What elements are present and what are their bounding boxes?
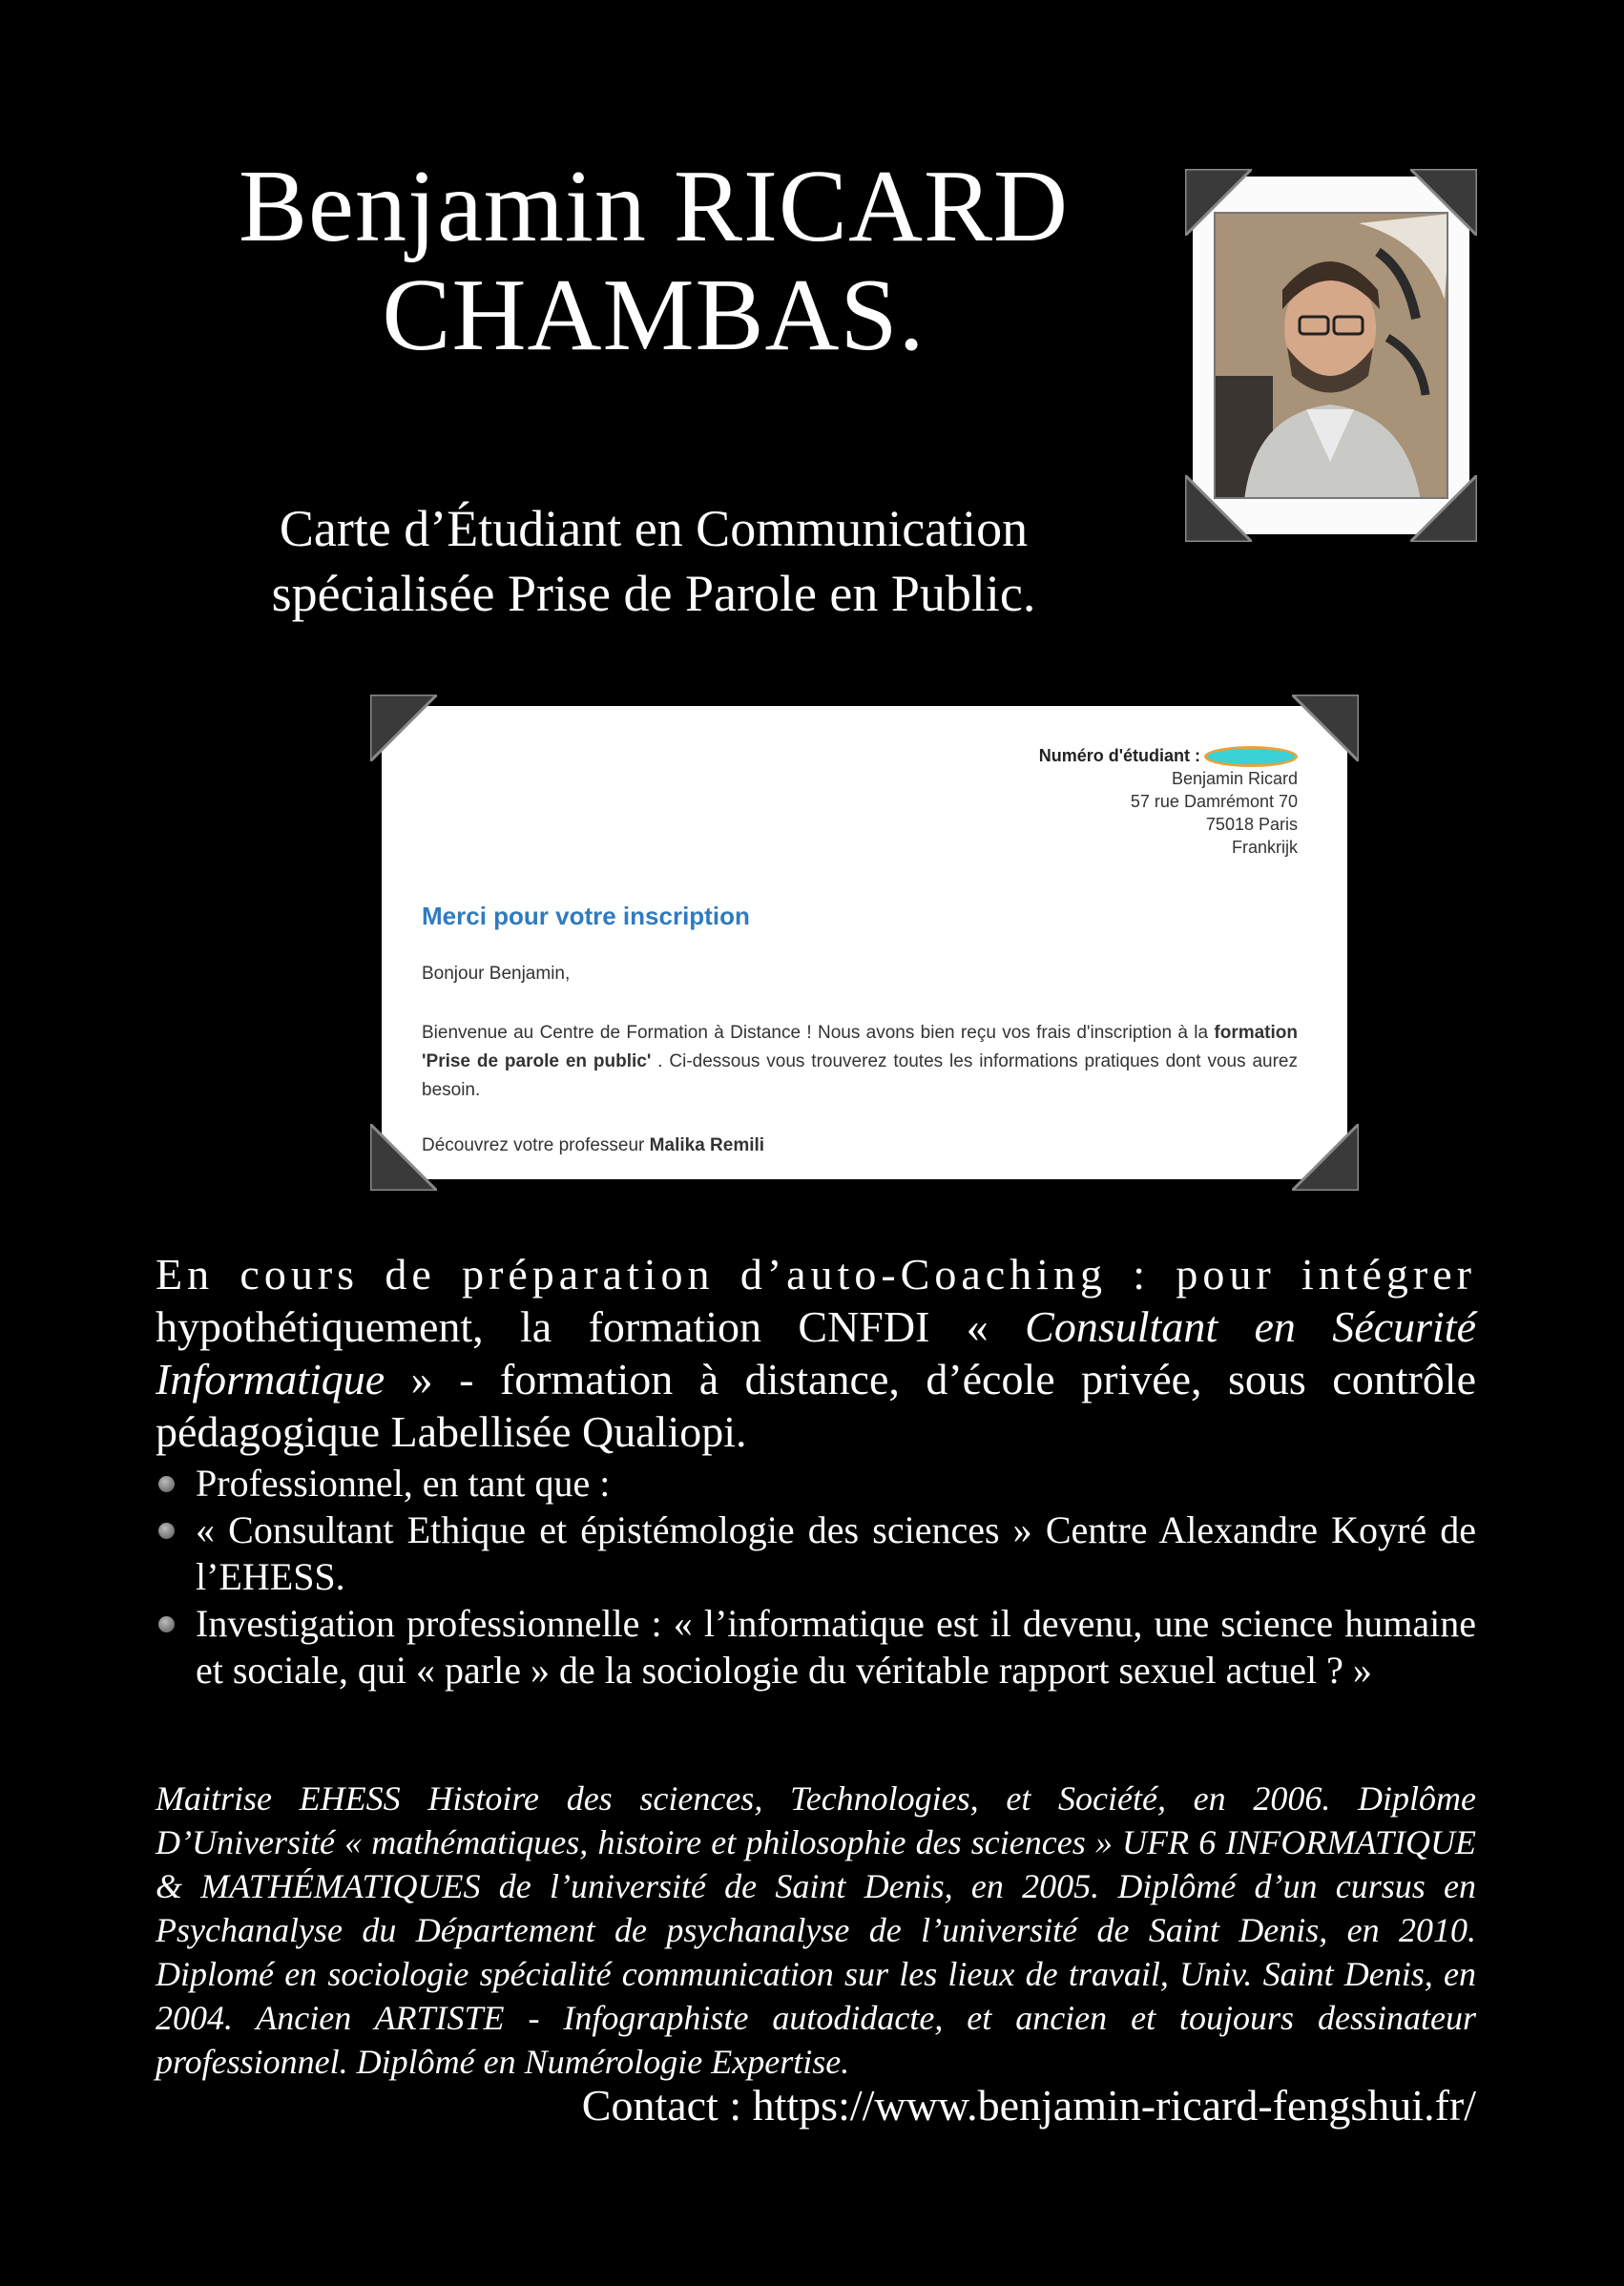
email-body-end: . Ci-dessous vous trouverez toutes les informations pratiques dont vous aurez besoin.: [422, 1051, 1298, 1100]
list-item-text: « Consultant Ethique et épistémologie des sciences » Centre Alexandre Koyré de l’EHESS.: [196, 1508, 1476, 1598]
address-line: Benjamin Ricard: [1171, 769, 1298, 789]
email-body-bold: formation 'Prise de parole en public': [422, 1023, 1298, 1071]
email-professor: [422, 1135, 764, 1156]
address-block: [1039, 744, 1298, 859]
professor-prefix: Découvrez votre professeur: [422, 1135, 650, 1155]
subtitle-line-2: spécialisée Prise de Parole en Public.: [271, 565, 1036, 622]
name-line-2: CHAMBAS.: [382, 259, 926, 372]
professor-name: Malika Remili: [649, 1135, 765, 1155]
email-body-start: Bienvenue au Centre de Formation à Distance ! Nous avons bien reçu vos frais d'inscription à la: [422, 1023, 1215, 1043]
profile-photo: [1214, 212, 1448, 499]
list-item: [156, 1507, 1476, 1600]
bullet-icon: [158, 1476, 175, 1492]
name-line-1: Benjamin RICARD: [239, 150, 1069, 263]
photo-corner-icon: [1410, 475, 1477, 542]
photo-corner-icon: [1185, 475, 1252, 542]
photo-corner-icon: [370, 695, 437, 761]
address-line: Frankrijk: [1231, 838, 1298, 858]
intro-end: » - formation à distance, d’école privée, sous contrôle pédagogique Labellisée Qualiopi.: [156, 1355, 1476, 1456]
redacted-number-highlight: [1204, 746, 1298, 767]
diplomas-paragraph: Maitrise EHESS Histoire des sciences, Technologies, et Société, en 2006. Diplôme D’Université « mathématiques, histoire et philosophie des sciences » UFR 6 INFORMATIQUE & MATHÉMATIQUES de l’université de Saint Denis, en 2005. Diplômé d’un cursus en Psychanalyse du Département de psychanalyse de l’université de Saint Denis, en 2010. Diplomé en sociologie spécialité communication sur les lieux de travail, Univ. Saint Denis, en 2004. Ancien ARTISTE - Infographiste autodidacte, et ancien et toujours dessinateur professionnel. Diplômé en Numérologie Expertise.: [156, 1779, 1476, 2081]
contact-line[interactable]: Contact : https://www.benjamin-ricard-fengshui.fr/: [581, 2081, 1476, 2130]
photo-corner-icon: [1185, 169, 1252, 236]
photo-corner-icon: [1410, 169, 1477, 236]
address-line: 75018 Paris: [1205, 815, 1298, 835]
subtitle: [153, 496, 1155, 626]
photo-corner-icon: [1292, 1124, 1359, 1191]
registration-email-screenshot: [382, 706, 1347, 1179]
person-portrait-icon: [1216, 214, 1448, 499]
intro-italic: Consultant en Sécurité Informatique: [156, 1302, 1476, 1403]
page-title: [153, 150, 1155, 372]
intro-text: [156, 1248, 1476, 1458]
bullet-list: [156, 1460, 1476, 1694]
photo-corner-icon: [1292, 695, 1359, 761]
email-body: [422, 1019, 1298, 1105]
email-greeting: Bonjour Benjamin,: [422, 964, 571, 984]
bullet-icon: [158, 1523, 175, 1539]
intro-spaced: En cours de préparation d’auto-Coaching : pour intégrer: [156, 1250, 1476, 1299]
list-item-text: Professionnel, en tant que :: [196, 1462, 611, 1505]
list-item: [156, 1460, 1476, 1507]
address-line: 57 rue Damrémont 70: [1130, 792, 1298, 812]
bullet-icon: [158, 1616, 175, 1632]
student-number-label: Numéro d'étudiant :: [1038, 746, 1200, 765]
subtitle-line-1: Carte d’Étudiant en Communication: [279, 500, 1029, 557]
photo-corner-icon: [370, 1124, 437, 1191]
intro-paragraph: [156, 1248, 1476, 1694]
list-item-text: Investigation professionnelle : « l’informatique est il devenu, une science humaine et sociale, qui « parle » de la sociologie du véritable rapport sexuel actuel ? »: [196, 1602, 1476, 1692]
list-item: [156, 1600, 1476, 1694]
email-heading: Merci pour votre inscription: [422, 902, 750, 930]
profile-photo-frame: [1193, 177, 1469, 534]
intro-rest: hypothétiquement, la formation CNFDI «: [156, 1302, 1026, 1351]
